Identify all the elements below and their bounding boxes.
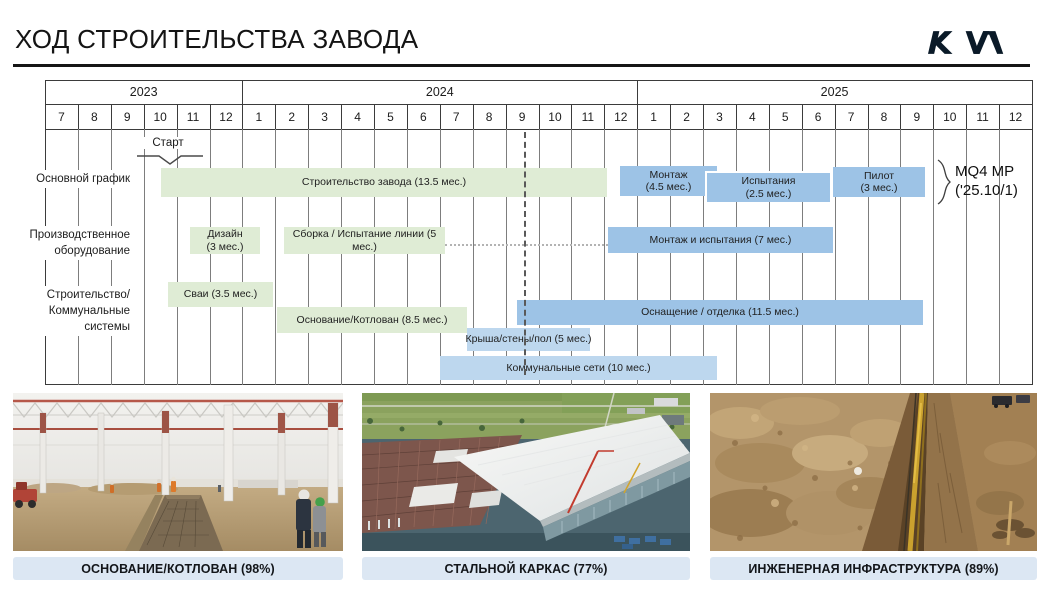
year-header-2025: 2025 — [820, 85, 849, 99]
month-cell-2025-9: 9 — [913, 109, 921, 124]
bar-label: Строительство завода (13.5 мес.) — [301, 176, 467, 189]
month-sep — [670, 104, 671, 129]
month-cell-2025-6: 6 — [814, 109, 822, 124]
month-sep — [571, 104, 572, 129]
gantt-bar-8 — [277, 307, 467, 333]
month-cell-2023-10: 10 — [153, 109, 167, 124]
month-cell-2025-12: 12 — [1008, 109, 1023, 124]
start-marker-label: Старт — [139, 137, 197, 149]
month-sep — [78, 104, 79, 129]
gantt-bar-6 — [608, 227, 833, 253]
month-sep — [835, 104, 836, 129]
month-sep — [440, 104, 441, 129]
month-cell-2024-12: 12 — [614, 109, 628, 124]
bar-label: Основание/Котлован (8.5 мес.) — [296, 313, 448, 326]
month-cell-2024-7: 7 — [452, 109, 460, 124]
year-sep — [242, 80, 243, 104]
month-cell-2024-1: 1 — [255, 109, 263, 124]
month-sep — [506, 104, 507, 129]
month-sep — [473, 104, 474, 129]
month-sep — [210, 104, 211, 129]
row-label-2: Строительство/ Коммунальные системы — [44, 286, 133, 336]
bar-label: мес.) — [352, 240, 377, 253]
bar-label: (4.5 мес.) — [645, 181, 692, 193]
month-sep — [177, 104, 178, 129]
body-gridline — [802, 129, 803, 385]
month-sep — [242, 104, 243, 129]
bar-label: (3 мес.) — [860, 182, 898, 194]
row-label-0: Основной график — [33, 170, 133, 188]
bar-label: Монтаж и испытания (7 мес.) — [649, 233, 792, 246]
month-sep — [637, 104, 638, 129]
month-cell-2024-4: 4 — [354, 109, 361, 124]
year-header-2023: 2023 — [129, 85, 158, 99]
month-cell-2023-8: 8 — [90, 109, 98, 124]
month-cell-2025-4: 4 — [748, 109, 756, 124]
caption-steel-frame: СТАЛЬНОЙ КАРКАС (77%) — [362, 557, 690, 580]
month-cell-2024-9: 9 — [518, 109, 526, 124]
body-gridline — [1032, 129, 1033, 385]
month-sep — [802, 104, 803, 129]
milestone-line-1: MQ4 MP — [955, 163, 1015, 180]
bar-label: (3 мес.) — [206, 240, 244, 253]
month-sep — [144, 104, 145, 129]
milestone-brace-icon — [933, 157, 953, 207]
photo-infrastructure-image — [710, 393, 1037, 551]
month-sep — [604, 104, 605, 129]
month-sep — [933, 104, 934, 129]
row-label-1: Производственное оборудование — [27, 226, 133, 260]
gantt-bar-10 — [467, 328, 590, 351]
month-cell-2025-5: 5 — [781, 109, 789, 124]
start-marker-icon — [136, 153, 204, 167]
gantt-bar-1 — [620, 166, 717, 196]
month-cell-2025-8: 8 — [880, 109, 888, 124]
month-sep — [275, 104, 276, 129]
milestone-label — [955, 162, 1018, 200]
month-cell-2024-8: 8 — [485, 109, 493, 124]
month-cell-2025-3: 3 — [716, 109, 723, 124]
gantt-bar-0 — [161, 168, 607, 197]
bar-label: Сваи (3.5 мес.) — [183, 288, 258, 301]
gantt-bar-4 — [190, 227, 260, 254]
month-sep — [900, 104, 901, 129]
gantt-bar-3 — [833, 167, 925, 197]
month-sep — [1032, 104, 1033, 129]
bar-label: (2.5 мес.) — [745, 187, 792, 200]
gantt-bar-9 — [517, 300, 923, 325]
month-sep — [111, 104, 112, 129]
bar-label: Пилот — [863, 169, 895, 182]
bar-label: Коммунальные сети (10 мес.) — [506, 361, 651, 374]
bar-label: Дизайн — [207, 228, 243, 240]
month-cell-2025-11: 11 — [976, 109, 989, 124]
month-cell-2024-3: 3 — [321, 109, 328, 124]
page-title: ХОД СТРОИТЕЛЬСТВА ЗАВОДА — [15, 24, 419, 54]
month-sep — [703, 104, 704, 129]
month-sep — [45, 104, 46, 129]
month-sep — [407, 104, 408, 129]
month-cell-2024-10: 10 — [548, 109, 562, 124]
month-cell-2024-5: 5 — [387, 109, 394, 124]
month-cell-2025-2: 2 — [683, 109, 690, 124]
month-cell-2025-10: 10 — [943, 109, 957, 124]
photo-infrastructure — [710, 393, 1037, 551]
photo-steel-frame — [362, 393, 690, 551]
month-cell-2025-1: 1 — [650, 109, 657, 124]
milestone-line-2: ('25.10/1) — [955, 182, 1018, 199]
bar-label: Испытания — [741, 175, 796, 187]
month-sep — [868, 104, 869, 129]
month-sep — [341, 104, 342, 129]
connector-dotted-line — [445, 244, 608, 246]
year-header-2024: 2024 — [425, 85, 454, 99]
caption-infrastructure: ИНЖЕНЕРНАЯ ИНФРАСТРУКТУРА (89%) — [710, 557, 1037, 580]
month-cell-2024-11: 11 — [581, 109, 595, 124]
month-sep — [769, 104, 770, 129]
body-gridline — [736, 129, 737, 385]
year-sep — [637, 80, 638, 104]
bar-label: Монтаж — [649, 168, 688, 181]
month-sep — [539, 104, 540, 129]
year-sep — [45, 80, 46, 104]
month-cell-2023-7: 7 — [58, 109, 65, 124]
body-gridline — [769, 129, 770, 385]
month-cell-2024-2: 2 — [288, 109, 296, 124]
gantt-bar-2 — [705, 171, 830, 202]
month-cell-2023-9: 9 — [123, 109, 131, 124]
month-cell-2023-12: 12 — [219, 109, 233, 124]
month-cell-2025-7: 7 — [847, 109, 855, 124]
current-date-line — [524, 132, 526, 375]
bar-label: Оснащение / отделка (11.5 мес.) — [641, 306, 799, 319]
month-sep — [308, 104, 309, 129]
year-sep-end — [1032, 80, 1033, 104]
photo-steel-frame-image — [362, 393, 690, 551]
gantt-bar-5 — [284, 227, 445, 254]
month-sep — [999, 104, 1000, 129]
photo-foundation — [13, 393, 343, 551]
photo-foundation-image — [13, 393, 343, 551]
bar-label: Сборка / Испытание линии (5 — [292, 228, 437, 240]
body-gridline — [144, 129, 145, 385]
bar-label: Крыша/стены/пол (5 мес.) — [465, 333, 592, 346]
gantt-bar-7 — [168, 282, 273, 307]
month-sep — [966, 104, 967, 129]
month-cell-2024-6: 6 — [419, 109, 427, 124]
caption-foundation: ОСНОВАНИЕ/КОТЛОВАН (98%) — [13, 557, 343, 580]
month-sep — [374, 104, 375, 129]
month-sep — [736, 104, 737, 129]
gantt-bar-11 — [440, 356, 717, 380]
month-cell-2023-11: 11 — [186, 109, 200, 124]
